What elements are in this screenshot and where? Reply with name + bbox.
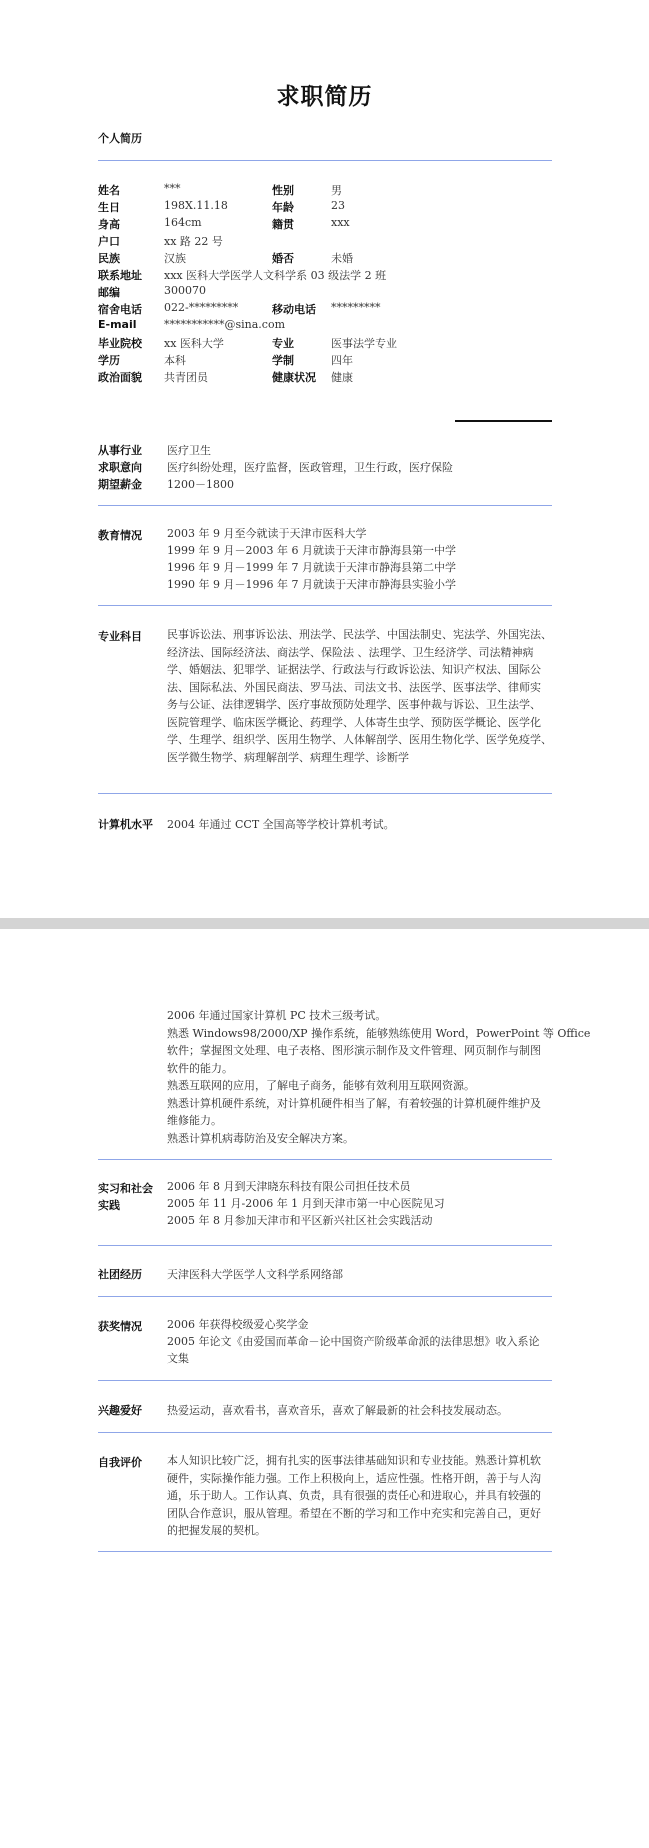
computer-line: 熟悉计算机硬件系统，对计算机硬件相当了解，有着较强的计算机硬件维护及: [167, 1096, 541, 1110]
birthday-value: 198X.11.18: [164, 199, 228, 212]
gender-value: 男: [331, 184, 342, 197]
intention-label: 求职意向: [98, 461, 142, 474]
postcode-value: 300070: [164, 284, 206, 297]
major-label: 专业: [272, 337, 294, 350]
education-label: 教育情况: [98, 529, 142, 542]
resume-subtitle: 个人简历: [98, 132, 142, 145]
salary-value: 1200－1800: [167, 478, 234, 491]
self-eval-line: 硬件，实际操作能力强。工作上积极向上，适应性强。性格开朗，善于与人沟: [167, 1471, 541, 1485]
internship-item: 2005 年 8 月参加天津市和平区新兴社区社会实践活动: [167, 1214, 433, 1227]
award-item: 2006 年获得校级爱心奖学金: [167, 1318, 309, 1331]
address-label: 联系地址: [98, 269, 142, 282]
computer-line: 软件的能力。: [167, 1061, 233, 1075]
courses-label: 专业科目: [98, 630, 142, 643]
divider-line: [98, 1380, 552, 1381]
height-value: 164cm: [164, 216, 202, 229]
hukou-value: xx 路 22 号: [164, 235, 223, 248]
education-item: 1990 年 9 月－1996 年 7 月就读于天津市静海县实验小学: [167, 578, 456, 591]
courses-line: 学、生理学、组织学、医用生物学、人体解剖学、医用生物化学、医学免疫学、: [167, 733, 552, 746]
duration-value: 四年: [331, 354, 353, 367]
self-eval-line: 的把握发展的契机。: [167, 1524, 266, 1537]
divider-line: [98, 1296, 552, 1297]
mobile-label: 移动电话: [272, 303, 316, 316]
courses-text: [167, 626, 552, 766]
duration-label: 学制: [272, 354, 294, 367]
resume-title: 求职简历: [276, 84, 373, 110]
computer-skills-list: [167, 1007, 590, 1147]
education-item: 1999 年 9 月－2003 年 6 月就读于天津市静海县第一中学: [167, 544, 456, 557]
divider-line: [98, 505, 552, 506]
resume-page-2: [0, 929, 649, 1848]
computer-line: 熟悉计算机病毒防治及安全解决方案。: [167, 1131, 354, 1145]
computer-label: 计算机水平: [98, 818, 153, 831]
internship-label-line1: 实习和社会: [98, 1182, 153, 1195]
courses-line: 医院管理学、临床医学概论、药理学、人体寄生虫学、预防医学概论、医学化: [167, 715, 541, 729]
politics-label: 政治面貌: [98, 371, 142, 384]
name-value: ***: [164, 182, 181, 195]
computer-line: 2006 年通过国家计算机 PC 技术三级考试。: [167, 1009, 387, 1022]
major-value: 医事法学专业: [331, 337, 397, 350]
health-label: 健康状况: [272, 371, 316, 384]
dorm-phone-label: 宿舍电话: [98, 303, 142, 316]
email-value: ***********@sina.com: [164, 318, 286, 331]
self-eval-line: 本人知识比较广泛，拥有扎实的医事法律基础知识和专业技能。熟悉计算机软: [167, 1454, 541, 1467]
courses-line: 务与公证、法律逻辑学、医疗事故预防处理学、医事仲裁与诉讼、卫生法学、: [167, 698, 541, 711]
name-label: 姓名: [98, 184, 120, 197]
courses-line: 民事诉讼法、刑事诉讼法、刑法学、民法学、中国法制史、宪法学、外国宪法、: [167, 628, 552, 641]
club-value: 天津医科大学医学人文科学系网络部: [167, 1268, 343, 1281]
industry-label: 从事行业: [98, 444, 142, 457]
hobbies-value: 热爱运动，喜欢看书，喜欢音乐，喜欢了解最新的社会科技发展动态。: [167, 1404, 508, 1417]
origin-label: 籍贯: [272, 218, 294, 231]
degree-value: 本科: [164, 354, 186, 367]
awards-list: [167, 1316, 540, 1367]
education-item: 2003 年 9 月至今就读于天津市医科大学: [167, 527, 367, 540]
internship-list: [167, 1178, 445, 1229]
education-list: [167, 525, 456, 593]
health-value: 健康: [331, 371, 353, 384]
ethnicity-value: 汉族: [164, 252, 186, 265]
gender-label: 性别: [272, 184, 294, 197]
divider-line: [98, 1245, 552, 1246]
awards-label: 获奖情况: [98, 1320, 142, 1333]
divider-line: [98, 1551, 552, 1552]
computer-line: 熟悉 Windows98/2000/XP 操作系统，能够熟练使用 Word，PowerPoint 等 Office: [167, 1026, 591, 1040]
postcode-label: 邮编: [98, 286, 120, 299]
industry-value: 医疗卫生: [167, 444, 211, 457]
dorm-phone-value: 022-*********: [164, 301, 239, 314]
marital-label: 婚否: [272, 252, 294, 265]
school-value: xx 医科大学: [164, 337, 224, 350]
page-separator: [0, 918, 649, 929]
ethnicity-label: 民族: [98, 252, 120, 265]
divider-line: [98, 160, 552, 161]
divider-line: [98, 1432, 552, 1433]
hukou-label: 户口: [98, 235, 120, 248]
intention-value: 医疗纠纷处理，医疗监督，医政管理，卫生行政，医疗保险: [167, 461, 453, 474]
courses-line: 法、国际私法、外国民商法、罗马法、司法文书、法医学、医事法学、律师实: [167, 680, 541, 694]
address-value: xxx 医科大学医学人文科学系 03 级法学 2 班: [164, 269, 387, 282]
self-eval-text: [167, 1452, 541, 1540]
internship-label-line2: 实践: [98, 1199, 120, 1212]
self-eval-label: 自我评价: [98, 1456, 142, 1469]
hobbies-label: 兴趣爱好: [98, 1404, 142, 1417]
divider-line: [98, 605, 552, 606]
courses-line: 学、婚姻法、犯罪学、证据法学、行政法与行政诉讼法、知识产权法、国际公: [167, 663, 541, 676]
club-label: 社团经历: [98, 1268, 142, 1281]
education-item: 1996 年 9 月－1999 年 7 月就读于天津市静海县第二中学: [167, 561, 456, 574]
origin-value: xxx: [331, 216, 350, 229]
internship-item: 2006 年 8 月到天津晓东科技有限公司担任技术员: [167, 1180, 411, 1193]
age-label: 年龄: [272, 201, 294, 214]
award-item: 2005 年论文《由爱国而革命－论中国资产阶级革命派的法律思想》收入系论: [167, 1335, 540, 1348]
self-eval-line: 团队合作意识，服从管理。希望在不断的学习和工作中充实和完善自己，更好: [167, 1506, 541, 1520]
courses-line: 医学微生物学、病理解剖学、病理生理学、诊断学: [167, 750, 409, 764]
school-label: 毕业院校: [98, 337, 142, 350]
email-label: E-mail: [98, 318, 137, 331]
computer-line: 熟悉互联网的应用，了解电子商务，能够有效利用互联网资源。: [167, 1079, 475, 1092]
age-value: 23: [331, 199, 345, 212]
computer-line: 软件；掌握图文处理、电子表格、图形演示制作及文件管理、网页制作与制图: [167, 1044, 541, 1057]
courses-line: 经济法、国际经济法、商法学、保险法 、法理学、卫生经济学、司法精神病: [167, 645, 534, 659]
award-item: 文集: [167, 1352, 189, 1365]
height-label: 身高: [98, 218, 120, 231]
politics-value: 共青团员: [164, 371, 208, 384]
mobile-value: *********: [331, 301, 381, 314]
computer-line: 维修能力。: [167, 1114, 222, 1127]
resume-page-1: [0, 0, 649, 918]
computer-first-line: 2004 年通过 CCT 全国高等学校计算机考试。: [167, 818, 395, 831]
divider-line: [98, 1159, 552, 1160]
degree-label: 学历: [98, 354, 120, 367]
internship-item: 2005 年 11 月-2006 年 1 月到天津市第一中心医院见习: [167, 1197, 445, 1210]
salary-label: 期望薪金: [98, 478, 142, 491]
section-end-bar: [455, 420, 552, 422]
divider-line: [98, 793, 552, 794]
self-eval-line: 通，乐于助人。工作认真、负责，具有很强的责任心和进取心，并具有较强的: [167, 1489, 541, 1502]
birthday-label: 生日: [98, 201, 120, 214]
marital-value: 未婚: [331, 252, 353, 265]
